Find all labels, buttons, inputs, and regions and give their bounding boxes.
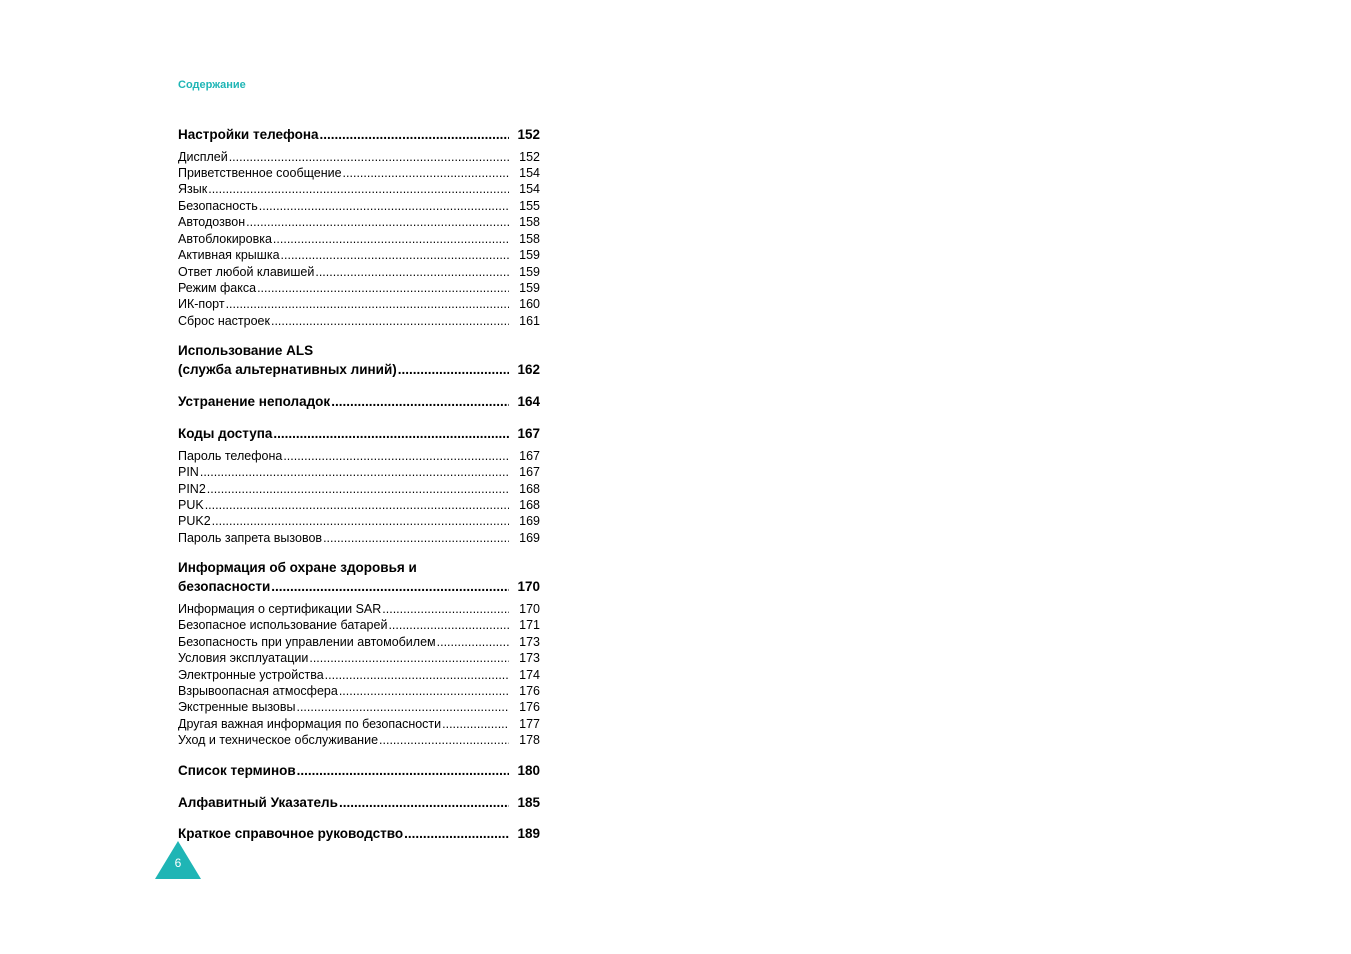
toc-subentry[interactable] bbox=[178, 199, 540, 215]
toc-dot-leader bbox=[205, 498, 509, 512]
toc-entry-page: 167 bbox=[519, 465, 540, 479]
toc-entry-title: Приветственное сообщение bbox=[178, 166, 342, 180]
toc-entry-page: 152 bbox=[517, 127, 540, 142]
toc-dot-leader bbox=[283, 449, 509, 463]
toc-entry-title: Активная крышка bbox=[178, 248, 280, 262]
toc-subentry[interactable] bbox=[178, 150, 540, 166]
toc-entry-page: 169 bbox=[519, 514, 540, 528]
toc-subentry[interactable] bbox=[178, 465, 540, 481]
toc-section-entry[interactable] bbox=[178, 795, 540, 813]
toc-entry-title: Автоблокировка bbox=[178, 232, 272, 246]
toc-entry-page: 159 bbox=[519, 248, 540, 262]
toc-subentry[interactable] bbox=[178, 618, 540, 634]
toc-entry-title: Условия эксплуатации bbox=[178, 651, 309, 665]
toc-entry-page: 159 bbox=[519, 281, 540, 295]
toc-entry-title: Алфавитный Указатель bbox=[178, 795, 338, 810]
toc-dot-leader bbox=[437, 635, 509, 649]
toc-entry-title: Уход и техническое обслуживание bbox=[178, 733, 379, 747]
toc-subentry[interactable] bbox=[178, 232, 540, 248]
toc-dot-leader bbox=[382, 602, 509, 616]
toc-dot-leader bbox=[398, 362, 509, 377]
toc-dot-leader bbox=[271, 579, 509, 594]
toc-entry-title: Автодозвон bbox=[178, 215, 246, 229]
toc-entry-title: Устранение неполадок bbox=[178, 394, 331, 409]
toc-entry-page: 176 bbox=[519, 700, 540, 714]
toc-dot-leader bbox=[339, 684, 509, 698]
toc-entry-title: Список терминов bbox=[178, 763, 296, 778]
toc-entry-page: 155 bbox=[519, 199, 540, 213]
toc-dot-leader bbox=[246, 215, 509, 229]
toc-entry-title: Другая важная информация по безопасности bbox=[178, 717, 442, 731]
toc-dot-leader bbox=[343, 166, 509, 180]
toc-entry-title: Дисплей bbox=[178, 150, 228, 164]
toc-entry-page: 177 bbox=[519, 717, 540, 731]
toc-dot-leader bbox=[404, 826, 509, 841]
toc-dot-leader bbox=[325, 668, 509, 682]
toc-section-entry[interactable] bbox=[178, 426, 540, 444]
toc-dot-leader bbox=[281, 248, 509, 262]
toc-entry-page: 170 bbox=[519, 602, 540, 616]
toc-entry-title: Информация о сертификации SAR bbox=[178, 602, 382, 616]
toc-entry-page: 154 bbox=[519, 166, 540, 180]
toc-section-entry[interactable] bbox=[178, 394, 540, 412]
toc-entry-title: Взрывоопасная атмосфера bbox=[178, 684, 338, 698]
toc-entry-page: 161 bbox=[519, 314, 540, 328]
toc-subentry[interactable] bbox=[178, 449, 540, 465]
toc-entry-page: 173 bbox=[519, 651, 540, 665]
toc-dot-leader bbox=[229, 150, 509, 164]
toc-dot-leader bbox=[212, 514, 509, 528]
toc-entry-title: PUK bbox=[178, 498, 204, 512]
toc-subentry[interactable] bbox=[178, 281, 540, 297]
toc-subentry[interactable] bbox=[178, 635, 540, 651]
toc-subentry[interactable] bbox=[178, 498, 540, 514]
toc-subentry[interactable] bbox=[178, 668, 540, 684]
toc-dot-leader bbox=[226, 297, 509, 311]
toc-dot-leader bbox=[442, 717, 509, 731]
toc-section-entry[interactable] bbox=[178, 579, 540, 597]
toc-entry-title: Безопасность при управлении автомобилем bbox=[178, 635, 436, 649]
toc-subentry[interactable] bbox=[178, 297, 540, 313]
toc-entry-page: 168 bbox=[519, 482, 540, 496]
toc-entry-page: 152 bbox=[519, 150, 540, 164]
toc-section-entry[interactable] bbox=[178, 127, 540, 145]
toc-section-title-line[interactable] bbox=[178, 343, 540, 361]
toc-entry-title: Пароль телефона bbox=[178, 449, 283, 463]
toc-entry-page: 176 bbox=[519, 684, 540, 698]
toc-entry-title: Ответ любой клавишей bbox=[178, 265, 315, 279]
toc-subentry[interactable] bbox=[178, 602, 540, 618]
toc-entry-title: Экстренные вызовы bbox=[178, 700, 296, 714]
toc-entry-title: (служба альтернативных линий) bbox=[178, 362, 397, 377]
toc-entry-page: 168 bbox=[519, 498, 540, 512]
toc-subentry[interactable] bbox=[178, 514, 540, 530]
toc-entry-page: 162 bbox=[517, 362, 540, 377]
toc-entry-page: 174 bbox=[519, 668, 540, 682]
toc-entry-page: 170 bbox=[517, 579, 540, 594]
toc-entry-title: PUK2 bbox=[178, 514, 211, 528]
toc-entry-page: 167 bbox=[517, 426, 540, 441]
toc-dot-leader bbox=[273, 426, 509, 441]
toc-entry-page: 160 bbox=[519, 297, 540, 311]
section-header: Содержание bbox=[178, 79, 246, 91]
toc-entry-title: Информация об охране здоровья и bbox=[178, 560, 417, 575]
page-number: 6 bbox=[174, 856, 182, 870]
toc-dot-leader bbox=[200, 465, 509, 479]
toc-subentry[interactable] bbox=[178, 651, 540, 667]
toc-subentry[interactable] bbox=[178, 700, 540, 716]
toc-entry-title: Использование ALS bbox=[178, 343, 314, 358]
toc-dot-leader bbox=[309, 651, 509, 665]
toc-dot-leader bbox=[271, 314, 509, 328]
toc-entry-page: 171 bbox=[519, 618, 540, 632]
toc-entry-page: 164 bbox=[517, 394, 540, 409]
toc-entry-page: 180 bbox=[517, 763, 540, 778]
toc-entry-title: Краткое справочное руководство bbox=[178, 826, 404, 841]
toc-dot-leader bbox=[320, 127, 509, 142]
toc-entry-title: PIN bbox=[178, 465, 199, 479]
toc-entry-title: Настройки телефона bbox=[178, 127, 319, 142]
toc-entry-page: 158 bbox=[519, 215, 540, 229]
toc-section-entry[interactable] bbox=[178, 826, 540, 844]
toc-dot-leader bbox=[259, 199, 509, 213]
toc-dot-leader bbox=[297, 763, 509, 778]
toc-entry-page: 154 bbox=[519, 182, 540, 196]
toc-dot-leader bbox=[207, 482, 509, 496]
toc-dot-leader bbox=[339, 795, 509, 810]
toc-entry-page: 158 bbox=[519, 232, 540, 246]
toc-entry-title: PIN2 bbox=[178, 482, 206, 496]
toc-dot-leader bbox=[257, 281, 509, 295]
toc-dot-leader bbox=[323, 531, 509, 545]
toc-section-entry[interactable] bbox=[178, 362, 540, 380]
toc-entry-page: 185 bbox=[517, 795, 540, 810]
toc-dot-leader bbox=[273, 232, 509, 246]
toc-subentry[interactable] bbox=[178, 166, 540, 182]
toc-subentry[interactable] bbox=[178, 314, 540, 330]
toc-entry-page: 189 bbox=[517, 826, 540, 841]
toc-entry-title: Пароль запрета вызовов bbox=[178, 531, 323, 545]
toc-subentry[interactable] bbox=[178, 248, 540, 264]
toc-entry-title: Язык bbox=[178, 182, 208, 196]
toc-entry-page: 173 bbox=[519, 635, 540, 649]
toc-section-title-line[interactable] bbox=[178, 560, 540, 578]
toc-subentry[interactable] bbox=[178, 684, 540, 700]
toc-section-entry[interactable] bbox=[178, 763, 540, 781]
toc-subentry[interactable] bbox=[178, 531, 540, 547]
toc-subentry[interactable] bbox=[178, 733, 540, 749]
toc-entry-page: 167 bbox=[519, 449, 540, 463]
toc-entry-page: 178 bbox=[519, 733, 540, 747]
toc-entry-title: Безопасное использование батарей bbox=[178, 618, 388, 632]
toc-entry-title: Режим факса bbox=[178, 281, 257, 295]
toc-dot-leader bbox=[296, 700, 509, 714]
toc-subentry[interactable] bbox=[178, 182, 540, 198]
toc-entry-title: ИК-порт bbox=[178, 297, 225, 311]
toc-subentry[interactable] bbox=[178, 265, 540, 281]
toc-entry-title: Электронные устройства bbox=[178, 668, 324, 682]
toc-subentry[interactable] bbox=[178, 215, 540, 231]
toc-dot-leader bbox=[315, 265, 509, 279]
toc-entry-page: 159 bbox=[519, 265, 540, 279]
toc-entry-title: Сброс настроек bbox=[178, 314, 270, 328]
toc-dot-leader bbox=[379, 733, 509, 747]
toc-entry-title: Безопасность bbox=[178, 199, 258, 213]
toc-dot-leader bbox=[388, 618, 509, 632]
toc-dot-leader bbox=[208, 182, 509, 196]
toc-subentry[interactable] bbox=[178, 717, 540, 733]
toc-entry-page: 169 bbox=[519, 531, 540, 545]
toc-entry-title: безопасности bbox=[178, 579, 271, 594]
toc-entry-title: Коды доступа bbox=[178, 426, 273, 441]
toc-subentry[interactable] bbox=[178, 482, 540, 498]
toc-dot-leader bbox=[331, 394, 509, 409]
page-number-badge bbox=[155, 841, 201, 879]
